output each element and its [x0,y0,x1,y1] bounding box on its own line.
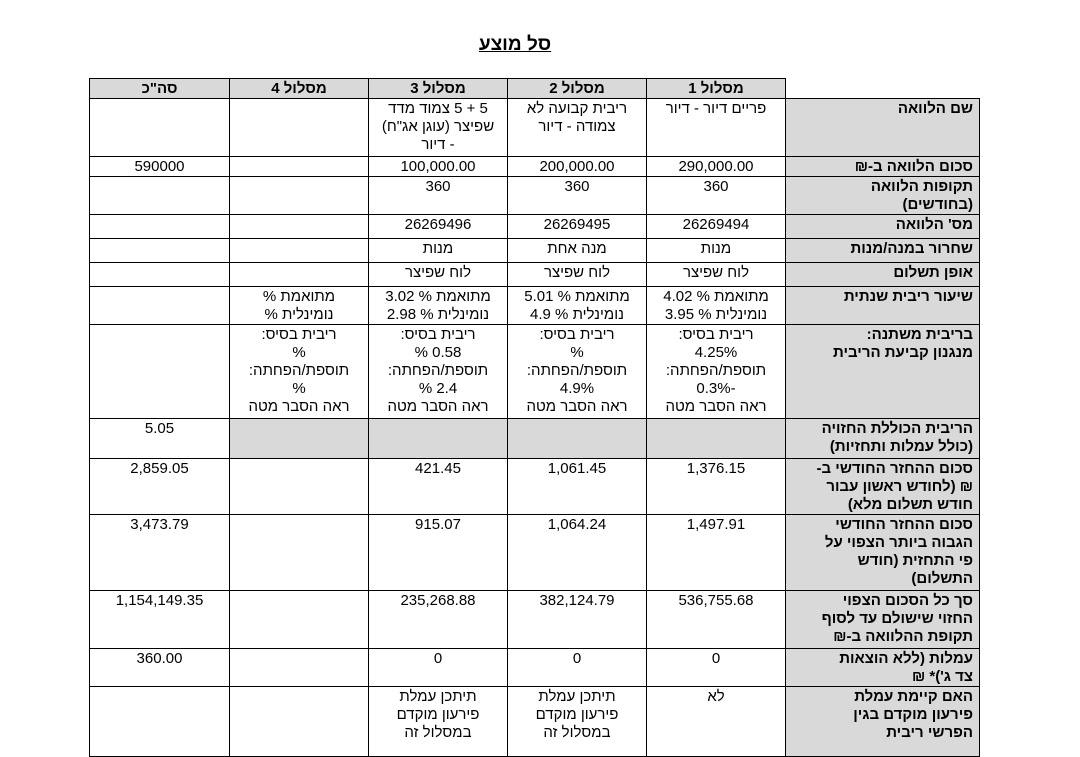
cell-monthly-payment-track-4 [230,459,369,515]
row-label-line: פי התחזית (חודש [857,552,973,569]
cell-line: צמודה - דיור [538,118,616,135]
cell-variable-rate-total [90,325,230,419]
row-label-loan-periods [786,177,980,215]
cell-total-expected-track-3 [369,591,508,649]
row-label-line: שם הלוואה [897,100,973,117]
cell-total-expected-track-1 [647,591,786,649]
cell-line: מתואמת % 4.02 [663,288,769,305]
table-row-annual-rate [90,287,980,325]
row-label-variable-rate [786,325,980,419]
column-header-track-1: מסלול 1 [647,79,786,99]
cell-line: 915.07 [415,516,461,533]
cell-line: 200,000.00 [539,158,615,175]
cell-line: לא [707,688,725,705]
cell-loan-periods-track-1 [647,177,786,215]
cell-release-mode-total [90,239,230,263]
cell-annual-rate-track-3 [369,287,508,325]
cell-line: 360.00 [136,650,183,667]
cell-line: 382,124.79 [539,592,615,609]
cell-line: תוספת/הפחתה: [526,362,628,379]
row-label-line: שחרור במנה/מנות [850,240,973,257]
row-label-payment-method [786,263,980,287]
cell-monthly-payment-track-3 [369,459,508,515]
table-row-early-repayment [90,687,980,757]
cell-max-monthly-payment-track-3 [369,515,508,591]
row-label-line: צד ג')* ₪ [911,668,973,685]
cell-line: 360 [425,178,451,195]
cell-line: נומינלית % 2.98 [386,306,490,323]
cell-line: ריבית קבועה לא [526,100,628,117]
row-label-line: (בחודשים) [902,196,973,213]
row-label-line: התשלום) [911,570,973,587]
cell-line: 360 [564,178,590,195]
table-row-loan-periods [90,177,980,215]
row-label-line: מנגנון קביעת הריבית [833,344,973,361]
cell-line: 536,755.68 [678,592,754,609]
cell-variable-rate-track-3 [369,325,508,419]
cell-line: 26269494 [682,216,750,233]
row-label-line: פירעון מוקדם בגין [853,706,973,723]
cell-loan-number-track-4 [230,215,369,239]
cell-line: מתואמת % [262,288,336,305]
cell-fees-track-4 [230,649,369,687]
row-label-max-monthly-payment [786,515,980,591]
cell-line: במסלול זה [543,724,611,741]
row-label-line: אופן תשלום [893,264,973,281]
row-label-line: הריבית הכוללת החזויה [821,420,973,437]
cell-line: תיתכן עמלת [538,688,616,705]
cell-line: פירעון מוקדם [535,706,619,723]
cell-fees-track-3 [369,649,508,687]
cell-max-monthly-payment-track-1 [647,515,786,591]
cell-line: 1,061.45 [547,460,607,477]
cell-line: מתואמת % 5.01 [524,288,630,305]
cell-loan-periods-track-2 [508,177,647,215]
row-label-line: חודש תשלום מלא) [847,496,973,513]
row-label-annual-rate [786,287,980,325]
cell-variable-rate-track-1 [647,325,786,419]
cell-fees-track-1 [647,649,786,687]
cell-line: 360 [703,178,729,195]
header-corner [786,79,980,99]
cell-line: 590000 [134,158,185,175]
row-label-line: הגבוה ביותר הצפוי על [824,534,973,551]
cell-line: 0 [711,650,721,667]
cell-line: - דיור [421,136,455,153]
cell-loan-periods-track-4 [230,177,369,215]
row-label-line: תקופות הלוואה [870,178,973,195]
cell-early-repayment-track-3 [369,687,508,757]
cell-line: פריים דיור - דיור [665,100,767,117]
row-label-line: סך כל הסכום הצפוי [842,592,973,609]
cell-line: נומינלית % 4.9 [530,306,624,323]
cell-total-expected-total [90,591,230,649]
cell-line: ראה הסבר מטה [387,398,489,415]
row-label-line: החזוי שישולם עד לסוף [821,610,973,627]
row-label-loan-number [786,215,980,239]
cell-line: 3,473.79 [130,516,189,533]
cell-line: 1,154,149.35 [115,592,204,609]
cell-line: מנות [422,240,454,257]
cell-total-expected-track-2 [508,591,647,649]
cell-loan-periods-total [90,177,230,215]
row-label-line: סכום ההחזר החודשי ב- [816,460,973,477]
column-header-track-2: מסלול 2 [508,79,647,99]
cell-early-repayment-track-2 [508,687,647,757]
cell-monthly-payment-track-2 [508,459,647,515]
cell-fees-track-2 [508,649,647,687]
cell-line: ראה הסבר מטה [248,398,350,415]
cell-early-repayment-track-4 [230,687,369,757]
cell-line: תיתכן עמלת [399,688,477,705]
cell-line: 5.05 [144,420,175,437]
row-label-early-repayment [786,687,980,757]
cell-line: % [292,380,306,397]
row-label-line: תקופת ההלוואה ב-₪ [833,628,973,645]
table-row-loan-number [90,215,980,239]
cell-annual-rate-total [90,287,230,325]
cell-fees-total [90,649,230,687]
cell-line: 290,000.00 [678,158,754,175]
table-row-release-mode [90,239,980,263]
cell-line: 4.9% [559,380,595,397]
row-label-line: האם קיימת עמלת [854,688,973,705]
row-label-line: הפרשי ריבית [886,724,973,741]
cell-release-mode-track-4 [230,239,369,263]
cell-loan-amount-track-4 [230,157,369,177]
cell-max-monthly-payment-total [90,515,230,591]
row-label-line: (כולל עמלות ותחזיות) [829,438,973,455]
column-header-track-3: מסלול 3 [369,79,508,99]
cell-loan-name-total [90,99,230,157]
row-label-line: עמלות (ללא הוצאות [839,650,973,667]
cell-line: מנה אחת [547,240,607,257]
table-row-total-rate [90,419,980,459]
cell-loan-number-total [90,215,230,239]
cell-payment-method-track-2 [508,263,647,287]
cell-total-rate-total [90,419,230,459]
row-label-total-expected [786,591,980,649]
cell-line: 1,064.24 [547,516,607,533]
cell-line: ריבית בסיס: [678,326,754,343]
cell-line: % [570,344,584,361]
cell-annual-rate-track-1 [647,287,786,325]
cell-line: 235,268.88 [400,592,476,609]
cell-release-mode-track-1 [647,239,786,263]
cell-line: 1,376.15 [686,460,746,477]
table-header-row [90,79,980,99]
cell-line: פירעון מוקדם [396,706,480,723]
cell-line: לוח שפיצר [404,264,472,281]
cell-line: 2,859.05 [130,460,189,477]
table-row-max-monthly-payment [90,515,980,591]
table-row-monthly-payment [90,459,980,515]
row-label-release-mode [786,239,980,263]
cell-monthly-payment-track-1 [647,459,786,515]
cell-line: מנות [700,240,732,257]
cell-total-rate-track-1 [647,419,786,459]
cell-line: שפיצר (עוגן אג"ח) [381,118,495,135]
cell-max-monthly-payment-track-4 [230,515,369,591]
cell-line: ראה הסבר מטה [665,398,767,415]
row-label-fees [786,649,980,687]
row-label-line: ₪ (לחודש ראשון עבור [826,478,973,495]
cell-payment-method-total [90,263,230,287]
cell-line: נומינלית % [264,306,334,323]
cell-line: 2.4 % [418,380,458,397]
cell-line: % [292,344,306,361]
cell-loan-amount-track-2 [508,157,647,177]
column-header-total: סה"כ [90,79,230,99]
cell-loan-number-track-3 [369,215,508,239]
cell-variable-rate-track-2 [508,325,647,419]
cell-line: תוספת/הפחתה: [665,362,767,379]
cell-line: 421.45 [415,460,461,477]
row-label-line: בריבית משתנה: [866,326,973,343]
row-label-loan-name [786,99,980,157]
cell-line: 100,000.00 [400,158,476,175]
cell-monthly-payment-total [90,459,230,515]
cell-line: תוספת/הפחתה: [248,362,350,379]
cell-payment-method-track-1 [647,263,786,287]
cell-loan-number-track-1 [647,215,786,239]
row-label-line: סכום הלוואה ב-₪ [854,158,973,175]
cell-early-repayment-track-1 [647,687,786,757]
cell-line: 0 [572,650,582,667]
cell-line: 1,497.91 [686,516,746,533]
table-row-loan-amount [90,157,980,177]
row-label-total-rate [786,419,980,459]
cell-line: במסלול זה [404,724,472,741]
cell-annual-rate-track-4 [230,287,369,325]
cell-release-mode-track-2 [508,239,647,263]
table-row-fees [90,649,980,687]
cell-line: ריבית בסיס: [539,326,615,343]
cell-total-rate-track-4 [230,419,369,459]
cell-max-monthly-payment-track-2 [508,515,647,591]
cell-line: ראה הסבר מטה [526,398,628,415]
cell-line: ריבית בסיס: [261,326,337,343]
cell-loan-periods-track-3 [369,177,508,215]
table-row-loan-name [90,99,980,157]
cell-line: 4.25% [694,344,738,361]
cell-early-repayment-total [90,687,230,757]
cell-loan-name-track-3 [369,99,508,157]
row-label-monthly-payment [786,459,980,515]
cell-line: תוספת/הפחתה: [387,362,489,379]
cell-payment-method-track-4 [230,263,369,287]
cell-total-rate-track-2 [508,419,647,459]
cell-line: 26269495 [543,216,611,233]
page-title: סל מוצע [478,34,552,55]
table-row-variable-rate [90,325,980,419]
cell-line: -0.3% [696,380,736,397]
cell-loan-amount-track-3 [369,157,508,177]
table-row-payment-method [90,263,980,287]
cell-line: 0.58 % [414,344,462,361]
cell-line: לוח שפיצר [543,264,611,281]
row-label-line: שיעור ריבית שנתית [843,288,973,305]
row-label-loan-amount [786,157,980,177]
cell-total-rate-track-3 [369,419,508,459]
cell-line: מתואמת % 3.02 [385,288,491,305]
cell-release-mode-track-3 [369,239,508,263]
cell-loan-name-track-1 [647,99,786,157]
cell-line: לוח שפיצר [682,264,750,281]
cell-loan-number-track-2 [508,215,647,239]
cell-annual-rate-track-2 [508,287,647,325]
table-row-total-expected [90,591,980,649]
cell-loan-amount-total [90,157,230,177]
cell-line: 26269496 [404,216,472,233]
cell-variable-rate-track-4 [230,325,369,419]
cell-line: ריבית בסיס: [400,326,476,343]
cell-total-expected-track-4 [230,591,369,649]
cell-line: 0 [433,650,443,667]
cell-payment-method-track-3 [369,263,508,287]
row-label-line: מס' הלוואה [895,216,973,233]
cell-loan-name-track-2 [508,99,647,157]
column-header-track-4: מסלול 4 [230,79,369,99]
cell-loan-amount-track-1 [647,157,786,177]
cell-line: נומינלית % 3.95 [664,306,768,323]
cell-line: 5 + 5 צמוד מדד [388,100,488,117]
cell-loan-name-track-4 [230,99,369,157]
loan-basket-table [89,78,980,757]
row-label-line: סכום ההחזר החודשי [835,516,973,533]
